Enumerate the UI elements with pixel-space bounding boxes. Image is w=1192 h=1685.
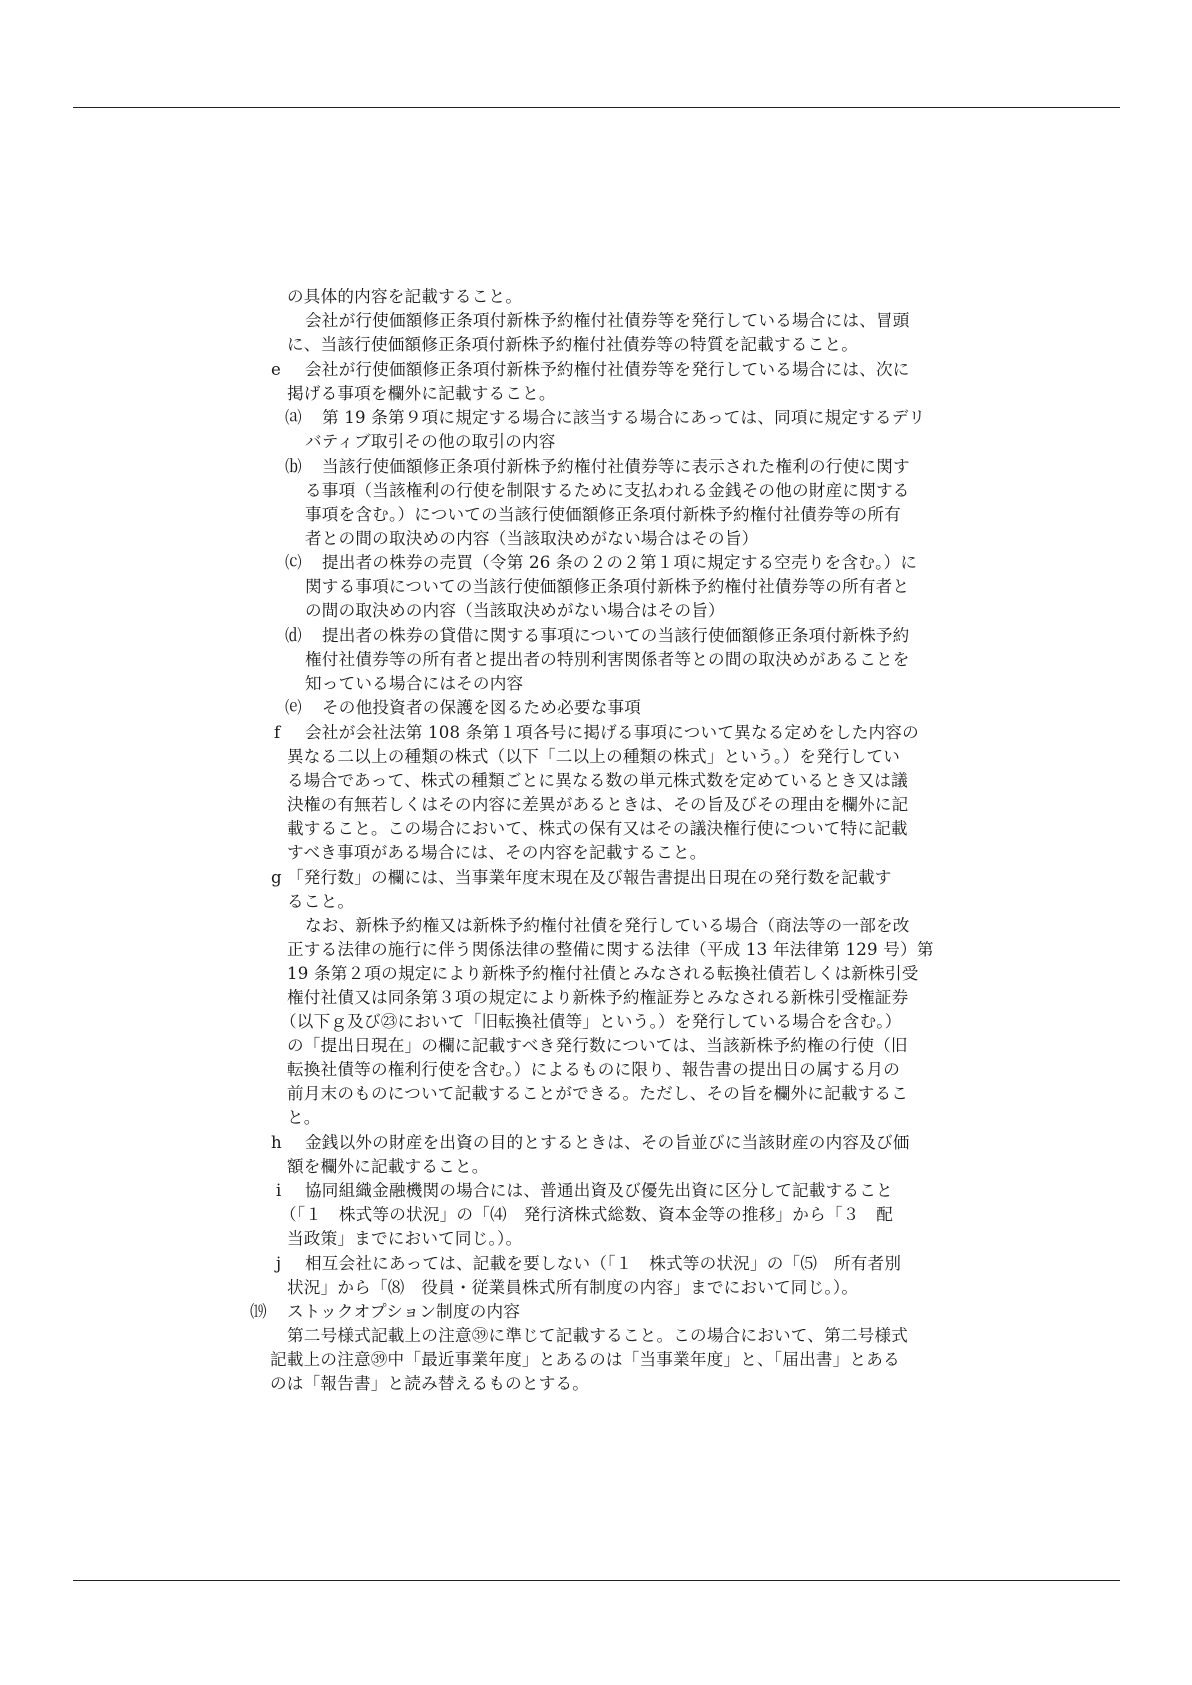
list-marker: ⒝ [285, 457, 302, 476]
text-line: 会社が会社法第 108 条第１項各号に掲げる事項について異なる定めをした内容の [305, 723, 919, 742]
text-line: 権付社債券等の所有者と提出者の特別利害関係者等との間の取決めがあることを [305, 650, 910, 669]
text-line: 第二号様式記載上の注意㊴に準じて記載すること。この場合において、第二号様式 [287, 1326, 909, 1345]
text-line: 決権の有無若しくはその内容に差異があるときは、その旨及びその理由を欄外に記 [287, 795, 909, 814]
text-line: 19 条第２項の規定により新株予約権付社債とみなされる転換社債若しくは新株引受 [287, 964, 919, 983]
list-marker: i [276, 1181, 282, 1200]
footer-rule [73, 1580, 1120, 1581]
list-marker: g [271, 868, 282, 887]
text-line: のは「報告書」と読み替えるものとする。 [270, 1374, 590, 1393]
text-line: （「１ 株式等の状況」の「⑷ 発行済株式総数、資本金等の推移」から「３ 配 [280, 1205, 894, 1224]
text-line: すべき事項がある場合には、その内容を記載すること。 [287, 843, 707, 862]
text-line: 会社が行使価額修正条項付新株予約権付社債券等を発行している場合には、次に [305, 360, 910, 379]
text-line: 第 19 条第９項に規定する場合に該当する場合にあっては、同項に規定するデリ [322, 408, 926, 427]
text-line: 前月末のものについて記載することができる。ただし、その旨を欄外に記載するこ [287, 1084, 909, 1103]
text-line: 提出者の株券の売買（令第 26 条の２の２第１項に規定する空売りを含む。）に [322, 553, 918, 572]
text-line: 協同組織金融機関の場合には、普通出資及び優先出資に区分して記載すること [305, 1181, 893, 1200]
text-line: バティブ取引その他の取引の内容 [305, 432, 556, 451]
text-line: 記載上の注意㊴中「最近事業年度」とあるのは「当事業年度」と、「届出書」とある [270, 1350, 900, 1369]
text-line: 金銭以外の財産を出資の目的とするときは、その旨並びに当該財産の内容及び価 [305, 1133, 910, 1152]
list-marker: ⒠ [285, 698, 302, 717]
list-marker: ⒞ [285, 553, 302, 572]
list-marker: ⒟ [285, 626, 302, 645]
text-line: 載すること。この場合において、株式の保有又はその議決権行使について特に記載 [287, 819, 908, 838]
text-line: の「提出日現在」の欄に記載すべき発行数については、当該新株予約権の行使（旧 [287, 1036, 908, 1055]
text-line: の具体的内容を記載すること。 [287, 287, 523, 306]
text-line: ストックオプション制度の内容 [287, 1302, 521, 1321]
text-line: なお、新株予約権又は新株予約権付社債を発行している場合（商法等の一部を改 [305, 916, 910, 935]
header-rule [73, 107, 1120, 108]
text-line: に、当該行使価額修正条項付新株予約権付社債券等の特質を記載すること。 [287, 335, 858, 354]
text-line: 状況」から「⑻ 役員・従業員株式所有制度の内容」までにおいて同じ。）。 [287, 1278, 859, 1297]
text-line: 当政策」までにおいて同じ。）。 [287, 1229, 523, 1248]
text-line: と。 [287, 1108, 321, 1127]
list-marker: ⒆ [250, 1302, 267, 1321]
text-line: 事項を含む。）についての当該行使価額修正条項付新株予約権付社債券等の所有 [305, 505, 901, 524]
list-marker: j [276, 1254, 282, 1273]
text-line: 転換社債等の権利行使を含む。）によるものに限り、報告書の提出日の属する月の [287, 1060, 901, 1079]
text-line: その他投資者の保護を図るため必要な事項 [322, 698, 642, 717]
text-line: 異なる二以上の種類の株式（以下「二以上の種類の株式」という。）を発行してい [287, 747, 901, 766]
text-line: 正する法律の施行に伴う関係法律の整備に関する法律（平成 13 年法律第 129 号）第 [287, 940, 934, 959]
list-marker: e [271, 360, 282, 379]
text-line: 額を欄外に記載すること。 [287, 1157, 489, 1176]
list-marker: f [274, 723, 281, 742]
text-line: 「発行数」の欄には、当事業年度末現在及び報告書提出日現在の発行数を記載す [287, 868, 892, 887]
list-marker: h [271, 1133, 282, 1152]
text-line: 者との間の取決めの内容（当該取決めがない場合はその旨） [305, 529, 759, 548]
text-line: （以下ｇ及び㉓において「旧転換社債等」という。）を発行している場合を含む。） [280, 1012, 902, 1031]
text-line: の間の取決めの内容（当該取決めがない場合はその旨） [305, 601, 725, 620]
text-line: る場合であって、株式の種類ごとに異なる数の単元株式数を定めているとき又は議 [287, 771, 908, 790]
text-line: 会社が行使価額修正条項付新株予約権付社債券等を発行している場合には、冒頭 [305, 311, 910, 330]
text-line: 関する事項についての当該行使価額修正条項付新株予約権付社債券等の所有者と [305, 577, 910, 596]
text-line: 権付社債又は同条第３項の規定により新株予約権証券とみなされる新株引受権証券 [287, 988, 909, 1007]
text-line: ること。 [287, 892, 355, 911]
text-line: 当該行使価額修正条項付新株予約権付社債券等に表示された権利の行使に関す [322, 457, 910, 476]
text-line: 提出者の株券の貸借に関する事項についての当該行使価額修正条項付新株予約 [322, 626, 910, 645]
text-line: 知っている場合にはその内容 [305, 674, 524, 693]
list-marker: ⒜ [285, 408, 302, 427]
text-line: る事項（当該権利の行使を制限するために支払われる金銭その他の財産に関する [305, 481, 910, 500]
text-line: 掲げる事項を欄外に記載すること。 [287, 384, 556, 403]
text-line: 相互会社にあっては、記載を要しない（「１ 株式等の状況」の「⑸ 所有者別 [305, 1254, 902, 1273]
